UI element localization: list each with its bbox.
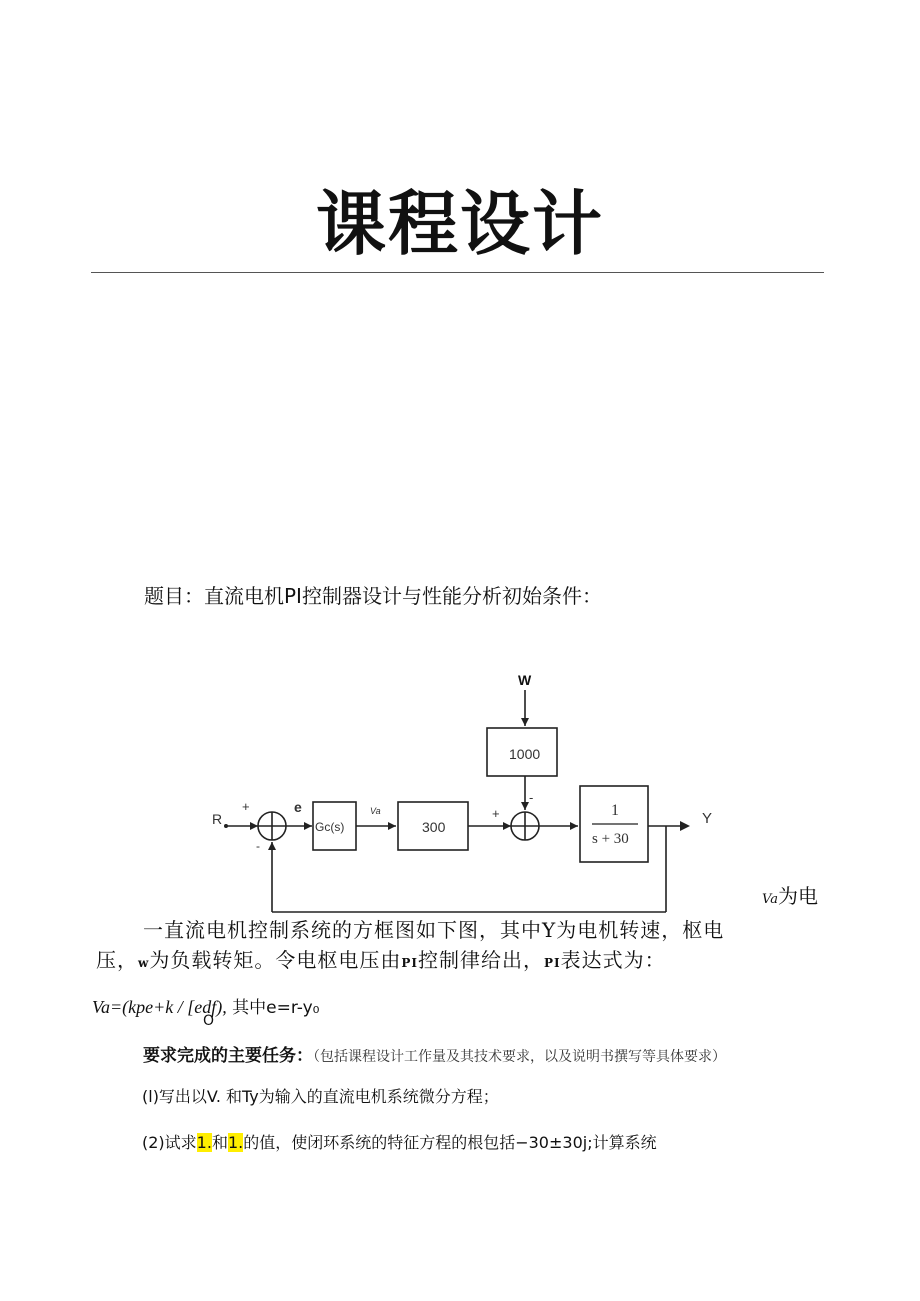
- arrow-icon: [268, 842, 276, 850]
- formula-expression: Va=(kpe+k / [edf),: [92, 997, 227, 1017]
- highlighted-value: 1.: [227, 1133, 244, 1152]
- arrow-icon: [521, 718, 529, 726]
- formula-subscript: O: [203, 1013, 215, 1029]
- arrow-icon: [503, 822, 511, 830]
- tf-numerator: 1: [611, 802, 619, 819]
- w-symbol: w: [138, 956, 150, 970]
- arrow-icon: [388, 822, 396, 830]
- block-diagram: [200, 668, 730, 918]
- formula-note: 其中e=r-y₀: [226, 998, 320, 1018]
- text-span: 为负载转矩。令电枢电压由: [149, 948, 402, 972]
- label-plus-1: +: [242, 799, 250, 814]
- arrow-icon: [304, 822, 312, 830]
- label-y: Y: [702, 810, 713, 827]
- paragraph-line-1: 一直流电机控制系统的方框图如下图，其中Y为电机转速，枢电: [143, 918, 725, 942]
- label-w: W: [518, 672, 532, 688]
- pi-symbol: PI: [543, 956, 561, 970]
- block-300-label: 300: [422, 819, 446, 835]
- text-span: 控制律给出，: [417, 948, 544, 972]
- pi-symbol: PI: [401, 956, 418, 970]
- title-rule: [91, 272, 824, 273]
- task-item-1: (l)写出以V. 和Ty为输入的直流电机系统微分方程；: [142, 1087, 499, 1106]
- arrow-icon: [680, 821, 690, 831]
- arrow-icon: [521, 802, 529, 810]
- highlighted-value: 1.: [196, 1133, 212, 1152]
- label-e: e: [294, 799, 302, 815]
- block-gc-label: Gc(s): [315, 820, 345, 834]
- va-note: [762, 880, 818, 909]
- text-span: (2)试求: [142, 1133, 197, 1152]
- task-heading-note: （包括课程设计工作量及其技术要求，以及说明书撰写等具体要求）: [313, 1049, 726, 1065]
- label-va: Va: [370, 806, 381, 816]
- label-minus-2: -: [529, 790, 534, 805]
- va-note-text: 为电: [777, 884, 818, 908]
- page-title: 课程设计: [316, 183, 604, 265]
- topic-line: 题目：直流电机PI控制器设计与性能分析初始条件：: [144, 584, 602, 608]
- task-heading-title: 要求完成的主要任务：: [143, 1046, 313, 1066]
- task-heading: [143, 1041, 726, 1066]
- label-minus-1: -: [256, 839, 260, 853]
- task-item-2: [142, 1130, 657, 1153]
- arrow-icon: [250, 822, 258, 830]
- text-span: 压，: [96, 948, 138, 972]
- va-symbol: Va: [762, 892, 778, 907]
- text-span: 和: [211, 1133, 228, 1152]
- arrow-icon: [570, 822, 578, 830]
- tf-denominator: s + 30: [592, 831, 629, 847]
- label-r: R: [212, 811, 223, 827]
- block-1000-label: 1000: [509, 746, 541, 762]
- label-plus-2: +: [492, 806, 500, 821]
- text-span: 的值，使闭环系统的特征方程的根包括−30±30j;计算系统: [243, 1133, 657, 1152]
- text-span: 表达式为：: [560, 948, 666, 972]
- paragraph-line-2: [96, 944, 666, 973]
